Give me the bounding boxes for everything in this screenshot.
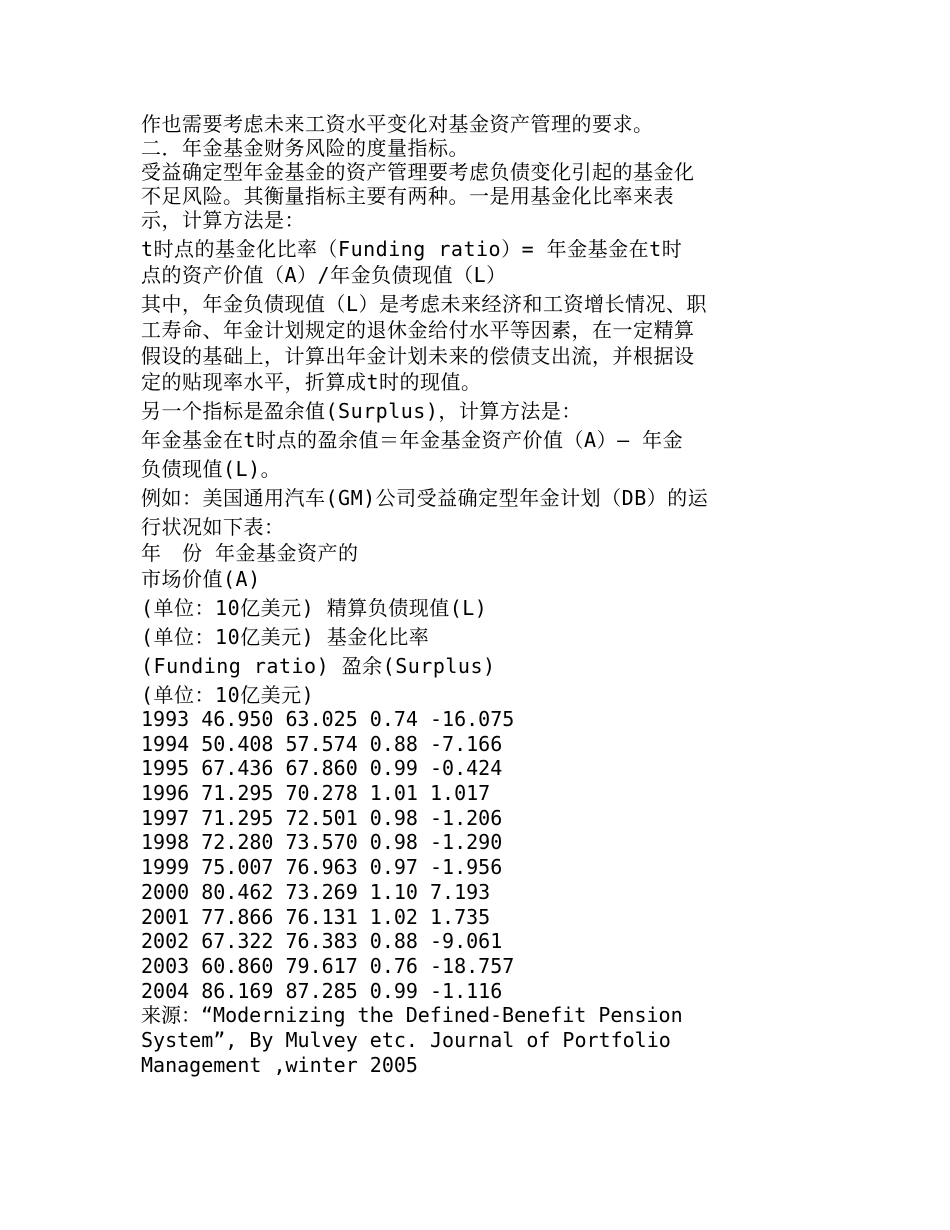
- formula-line: 年金基金在t时点的盈余值＝年金基金资产价值（A）— 年金: [141, 428, 684, 452]
- table-header-line: (Funding ratio) 盈余(Surplus): [141, 654, 496, 678]
- paragraph-line: 例如：美国通用汽车(GM)公司受益确定型年金计划（DB）的运: [141, 486, 709, 510]
- table-row: 2001 77.866 76.131 1.02 1.735: [141, 904, 491, 929]
- table-header-line: 市场价值(A): [141, 567, 261, 591]
- paragraph-line: 受益确定型年金基金的资产管理要考虑负债变化引起的基金化: [141, 160, 695, 184]
- source-citation-line: Management ,winter 2005: [141, 1052, 418, 1077]
- table-row: 2002 67.322 76.383 0.88 -9.061: [141, 929, 503, 954]
- table-row: 1993 46.950 63.025 0.74 -16.075: [141, 707, 515, 731]
- paragraph-line: 另一个指标是盈余值(Surplus)，计算方法是：: [141, 399, 582, 423]
- formula-line: t时点的基金化比率（Funding ratio）= 年金基金在t时: [141, 237, 683, 261]
- paragraph-line: 作也需要考虑未来工资水平变化对基金资产管理的要求。: [141, 112, 654, 136]
- paragraph-line: 定的贴现率水平，折算成t时的现值。: [141, 370, 482, 394]
- paragraph-line: 其中，年金负债现值（L）是考虑未来经济和工资增长情况、职: [141, 292, 708, 316]
- table-row: 1996 71.295 70.278 1.01 1.017: [141, 781, 491, 806]
- paragraph-line: 示，计算方法是：: [141, 208, 305, 232]
- table-header-line: 年 份 年金基金资产的: [141, 541, 359, 565]
- source-citation-line: 来源：“Modernizing the Defined-Benefit Pension: [141, 1003, 683, 1028]
- table-row: 1999 75.007 76.963 0.97 -1.956: [141, 855, 503, 880]
- table-row: 2000 80.462 73.269 1.10 7.193: [141, 879, 491, 904]
- paragraph-line: 工寿命、年金计划规定的退休金给付水平等因素，在一定精算: [141, 318, 695, 342]
- table-row: 1995 67.436 67.860 0.99 -0.424: [141, 756, 503, 781]
- paragraph-line: 不足风险。其衡量指标主要有两种。一是用基金化比率来表: [141, 184, 674, 208]
- paragraph-line: 行状况如下表：: [141, 515, 285, 539]
- table-header-line: (单位：10亿美元) 精算负债现值(L): [141, 596, 488, 620]
- table-header-line: (单位：10亿美元): [141, 683, 315, 707]
- formula-line: 点的资产价值（A）/年金负债现值（L）: [141, 263, 507, 287]
- section-heading: 二．年金基金财务风险的度量指标。: [141, 136, 469, 160]
- table-row: 1998 72.280 73.570 0.98 -1.290: [141, 830, 503, 855]
- table-row: 2004 86.169 87.285 0.99 -1.116: [141, 978, 503, 1003]
- table-row: 2003 60.860 79.617 0.76 -18.757: [141, 953, 515, 978]
- formula-line: 负债现值(L)。: [141, 457, 282, 481]
- table-header-line: (单位：10亿美元) 基金化比率: [141, 625, 430, 649]
- table-row: 1994 50.408 57.574 0.88 -7.166: [141, 731, 503, 756]
- document-page: [141, 112, 781, 1077]
- source-citation-line: System”, By Mulvey etc. Journal of Portfolio: [141, 1027, 671, 1052]
- paragraph-line: 假设的基础上，计算出年金计划未来的偿债支出流，并根据设: [141, 344, 695, 368]
- table-row: 1997 71.295 72.501 0.98 -1.206: [141, 805, 503, 830]
